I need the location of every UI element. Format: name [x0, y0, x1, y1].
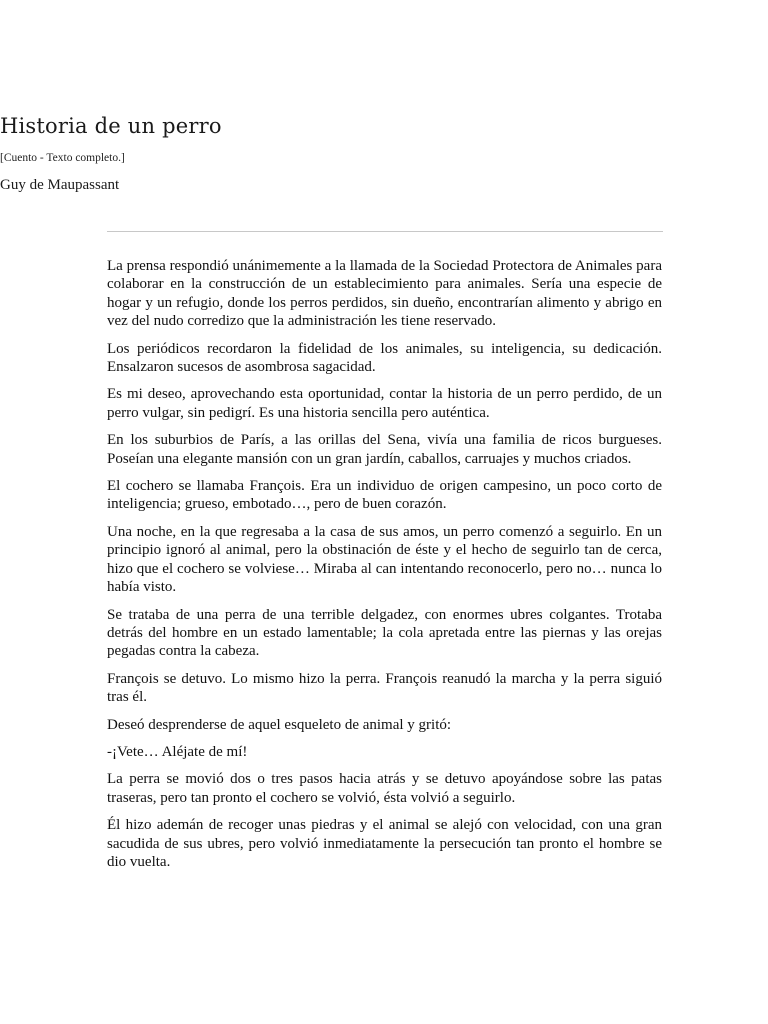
paragraph: La perra se movió dos o tres pasos hacia atrás y se detuvo apoyándose sobre las patas traseras, pero tan pronto el cochero se volvió, ésta volvió a seguirlo.: [107, 771, 662, 806]
header-divider: [107, 231, 663, 232]
paragraph: El cochero se llamaba François. Era un individuo de origen campesino, un poco corto de inteligencia; grueso, embotado…, pero de buen corazón.: [107, 478, 662, 513]
paragraph: -¡Vete… Aléjate de mí!: [107, 743, 248, 760]
author-name: Guy de Maupassant: [0, 177, 120, 193]
paragraph: François se detuvo. Lo mismo hizo la perra. François reanudó la marcha y la perra siguió tras él.: [107, 670, 662, 706]
paragraph: Los periódicos recordaron la fidelidad de los animales, su inteligencia, su dedicación. Ensalzaron sucesos de asombrosa sagacidad.: [107, 340, 662, 376]
paragraph: Él hizo ademán de recoger unas piedras y el animal se alejó con velocidad, con una gran sacudida de sus ubres, pero volvió inmediatamente la persecución tan pronto el hombre se dio vuelta.: [107, 817, 662, 870]
paragraph: Una noche, en la que regresaba a la casa de sus amos, un perro comenzó a seguirlo. En un principio ignoró al animal, pero la obstinación de éste y el hecho de seguirlo tan de cerca, hizo que el cochero se volviese… Miraba al can intentando reconocerlo, pero no… nunca lo había visto.: [107, 523, 662, 596]
story-body: [107, 257, 662, 880]
page-subtitle: [Cuento - Texto completo.]: [0, 152, 125, 164]
page-title: Historia de un perro: [0, 114, 222, 138]
paragraph: En los suburbios de París, a las orillas del Sena, vivía una familia de ricos burgueses. Poseían una elegante mansión con un gran jardín, caballos, carruajes y muchos criados.: [107, 432, 662, 467]
paragraph: La prensa respondió unánimemente a la llamada de la Sociedad Protectora de Animales para colaborar en la construcción de un establecimiento para animales. Sería una especie de hogar y un refugio, donde los perros perdidos, sin dueño, encontrarían alimento y abrigo en vez del nudo corredizo que la administración les tiene reservado.: [107, 258, 662, 330]
paragraph: Deseó desprenderse de aquel esqueleto de animal y gritó:: [107, 716, 452, 733]
paragraph: Es mi deseo, aprovechando esta oportunidad, contar la historia de un perro perdido, de un perro vulgar, sin pedigrí. Es una historia sencilla pero auténtica.: [107, 386, 662, 421]
paragraph: Se trataba de una perra de una terrible delgadez, con enormes ubres colgantes. Trotaba detrás del hombre en un estado lamentable; la cola apretada entre las piernas y las orejas pegadas contra la cabeza.: [107, 606, 662, 660]
